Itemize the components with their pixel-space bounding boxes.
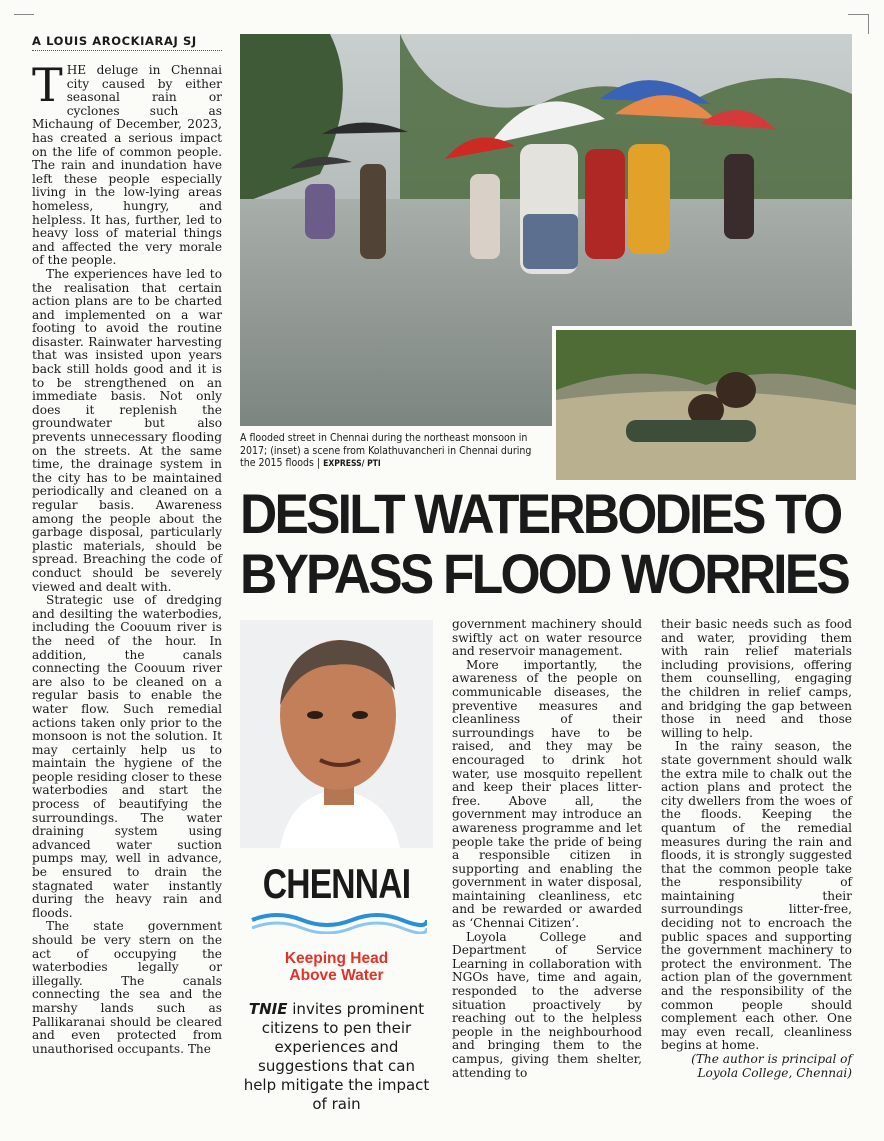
headline-line: DESILT WATERBODIES TO bbox=[240, 482, 841, 545]
photo-credit: EXPRESS/ PTI bbox=[323, 459, 381, 469]
byline-rule bbox=[32, 50, 222, 51]
paragraph: More importantly, the awareness of the people on communicable diseases, the preventive measures and cleanliness of their surroundings have to be raised, and they may be encouraged to drink hot water, use mosquito repellent and keep their places litter-free. Above all, the government may introduce an awareness programme and let people take the pride of being a responsible citizen in supporting and enabling the government in water disposal, maintaining cleanliness, etc and be rewarded or awarded as ‘Chennai Citizen’. bbox=[452, 657, 642, 931]
article-column-3 bbox=[452, 618, 642, 1080]
paragraph: Loyola College and Department of Service Learning in collaboration with NGOs have, time and again, responded to the adverse situation proactively by reaching out to the helpless people in the neighbourhood and bringing them to the campus, giving them shelter, attending to bbox=[452, 929, 642, 1080]
paragraph: their basic needs such as food and water, providing them with rain relief materials including provisions, offering them counselling, engaging the children in relief camps, and bridging the gap between those in need and those willing to help. bbox=[661, 617, 852, 740]
headline bbox=[240, 482, 848, 605]
author-portrait bbox=[240, 620, 433, 848]
article-column-4 bbox=[661, 618, 852, 1080]
tnie-brand: TNIE bbox=[248, 1000, 288, 1018]
paragraph: The experiences have led to the realisation that certain action plans are to be charted and implemented on a war footing to avoid the routine disaster. Rainwater harvesting that was insisted upon years back still holds good and it is to be strengthened on an immediate basis. Not only does it replenish the groundwater but also prevents unnecessary flooding on the streets. At the same time, the drainage system in the city has to be maintained periodically and cleaned on a regular basis. Awareness among the people about the garbage disposal, particularly plastic materials, should be spread. Breaching the code of conduct should be severely viewed and dealt with. bbox=[32, 266, 222, 594]
paragraph: Strategic use of dredging and desilting the waterbodies, including the Coouum river is the need of the hour. In addition, the canals connecting the Coouum river are also to be cleaned on a regular basis to enable the water flow. Such remedial actions taken only prior to the monsoon is not the solution. It may certainly help us to maintain the hygiene of the people residing closer to these waterbodies and start the process of beautifying the surroundings. The water draining system using advanced water suction pumps may, well in advance, be ensured to drain the stagnated water instantly during the heavy rain and floods. bbox=[32, 593, 222, 920]
crop-mark bbox=[868, 14, 869, 34]
byline: A LOUIS AROCKIARAJ SJ bbox=[32, 34, 197, 48]
dropcap: T bbox=[32, 58, 63, 112]
series-tagline: Keeping Head Above Water bbox=[284, 950, 389, 984]
paragraph: government machinery should swiftly act on water resource and reservoir management. bbox=[452, 617, 642, 659]
chennai-series-logo bbox=[240, 860, 433, 938]
paragraph: In the rainy season, the state government should walk the extra mile to chalk out the action plans and protect the city dwellers from the woes of the floods. Keeping the quantum of the remedial measures during the rain and floods, it is strongly suggested that the common people take the responsibility of maintaining their surroundings litter-free, deciding not to encroach the public spaces and supporting the government machinery to protect the environment. The action plan of the government and the responsibility of the common people should complement each other. One may even recall, cleanliness begins at home. bbox=[661, 739, 852, 1053]
crop-mark bbox=[14, 14, 34, 15]
logo-text: CHENNAI bbox=[262, 860, 411, 907]
photo-caption: A flooded street in Chennai during the northeast monsoon in 2017; (inset) a scene from Kolathuvancheri in Chennai during the 2015 floods | EXPRESS/ PTI bbox=[240, 432, 532, 469]
paragraph: The state government should be very stern on the act of occupying the waterbodies legally or illegally. The canals connecting the sea and the marshy lands such as Pallikaranai should be cleared and even protected from unauthorised occupants. The bbox=[32, 919, 222, 1056]
inset-rescue-photo bbox=[552, 326, 856, 480]
crop-mark bbox=[848, 14, 868, 15]
tnie-invitation: TNIE invites prominent citizens to pen their experiences and suggestions that can help mitigate the impact of rain bbox=[243, 1000, 430, 1113]
headline-line: BYPASS FLOOD WORRIES bbox=[240, 542, 848, 605]
author-signoff: (The author is principal of Loyola College, Chennai) bbox=[691, 1052, 852, 1080]
wave-icon bbox=[247, 908, 427, 934]
article-column-1 bbox=[32, 58, 222, 1056]
paragraph: THE deluge in Chennai city caused by either seasonal rain or cyclones such as Michaung of December, 2023, has created a serious impact on the life of common people. The rain and inundation have left these people especially living in the low-lying areas homeless, hungry, and helpless. It has, further, led to heavy loss of material things and affected the very morale of the people. bbox=[32, 58, 222, 268]
